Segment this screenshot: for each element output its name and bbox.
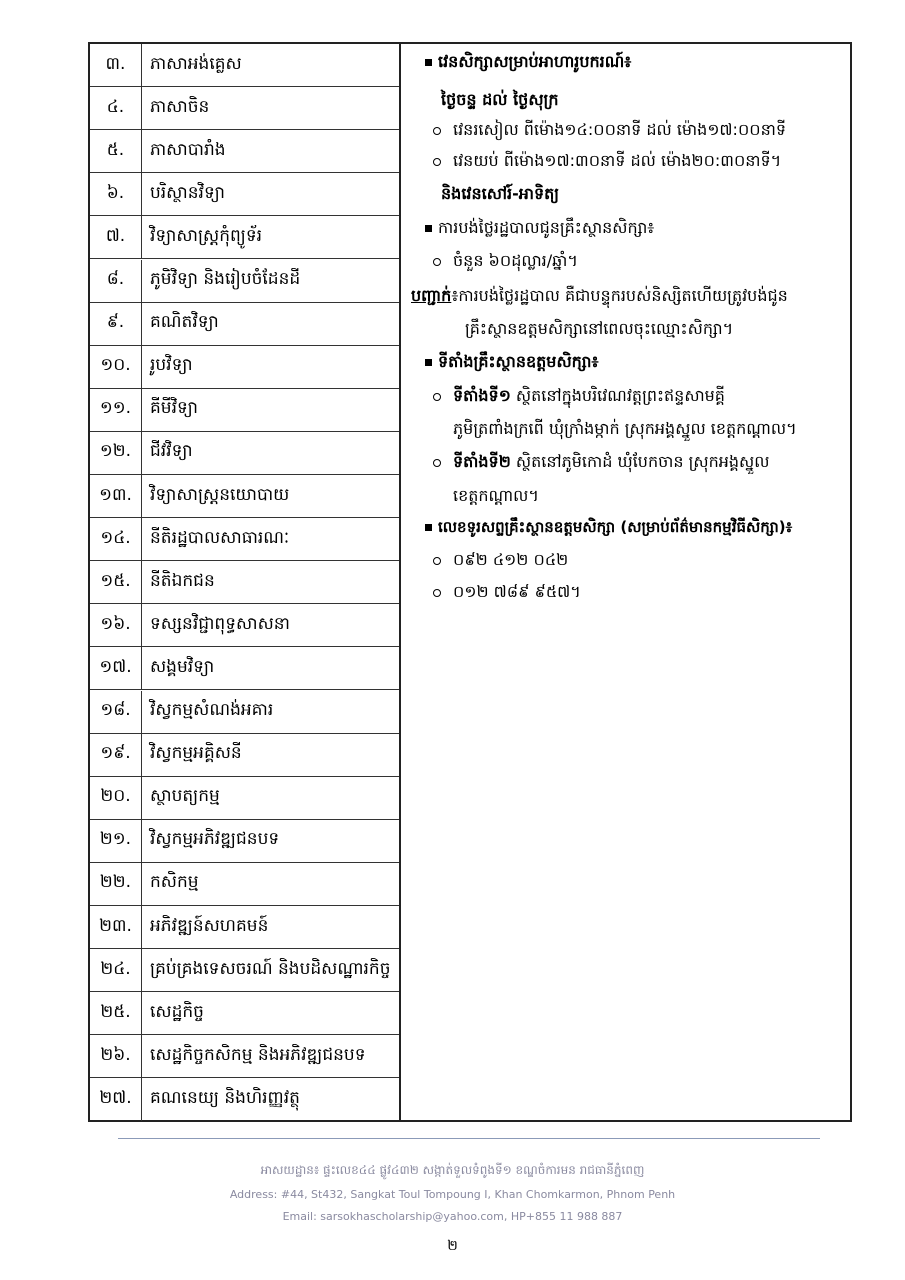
subjects-info-table [88,42,852,1122]
fee-heading: ការបង់ថ្លៃរដ្ឋបាលជូនគ្រឹះស្ថានសិក្សា៖ [438,218,655,237]
subject-name: ស្ថាបត្យកម្ម [150,786,220,807]
subject-row [90,389,399,432]
phone-2: ០១២ ៧៨៩ ៩៥៧។ [453,582,581,601]
subject-name: វិទ្យាសាស្ត្រនយោបាយ [150,484,290,505]
subject-name: ភូមិវិទ្យា និងរៀបចំដែនដី [150,269,301,290]
subject-number: ៩. [90,303,142,345]
subject-name: គីមីវិទ្យា [150,398,198,419]
subject-name: វិស្វកម្មសំណង់អគារ [150,700,274,721]
note-text-1: ៖ការបង់ថ្លៃរដ្ឋបាល គឺជាបន្ទុករបស់និស្សិតហើយត្រូវបង់ជូន [451,286,788,305]
subject-number: ២៧. [90,1078,142,1121]
subject-name: វិស្វកម្មអភិវឌ្ឍជនបទ [150,829,280,850]
location-heading: ទីតាំងគ្រឹះស្ថានឧត្តមសិក្សា៖ [438,352,599,371]
subject-name: សេដ្ឋកិច្ចកសិកម្ម និងអភិវឌ្ឍជនបទ [150,1044,366,1065]
subject-name: ជីវវិទ្យា [150,441,193,462]
phone-1-line [433,550,568,569]
subject-row [90,260,399,303]
subject-number: ៦. [90,173,142,215]
subject-name: បរិស្ថានវិទ្យា [150,182,225,203]
subject-row [90,863,399,906]
subject-row [90,518,399,561]
subject-number: ១៥. [90,561,142,603]
subject-row [90,1035,399,1078]
subject-number: ២៣. [90,906,142,948]
square-bullet-icon [425,359,432,366]
subject-name: គ្រប់គ្រងទេសចរណ៍ និងបដិសណ្ឋារកិច្ច [150,958,391,979]
afternoon-shift-line [433,120,786,139]
subject-name: អភិវឌ្ឍន៍សហគមន៍ [150,915,269,936]
circle-bullet-icon [433,557,441,565]
square-bullet-icon [425,524,432,531]
subject-name: វិស្វកម្មអគ្គិសនី [150,743,242,764]
subject-number: ៣. [90,44,142,86]
subject-row [90,303,399,346]
subject-name: គណិតវិទ្យា [150,312,219,333]
note-line-2: គ្រឹះស្ថានឧត្តមសិក្សានៅពេលចុះឈ្មោះសិក្សា។ [465,319,734,338]
fee-amount-line [433,251,578,270]
location-heading-line [425,352,598,371]
subject-row [90,992,399,1035]
location-1-label: ទីតាំងទី១ [453,386,511,405]
weekend-shift: និងវេនសៅរ៍-អាទិត្យ [441,184,560,203]
subject-name: ភាសាបារាំង [150,139,226,160]
subject-name: សេដ្ឋកិច្ច [150,1001,204,1022]
subject-row [90,647,399,690]
subject-number: ១៤. [90,518,142,560]
subject-number: ២៤. [90,949,142,991]
subject-row [90,44,399,87]
subject-number: ២១. [90,820,142,862]
subject-name: វិទ្យាសាស្ត្រកុំព្យូទ័រ [150,225,263,246]
circle-bullet-icon [433,258,441,266]
subject-row [90,475,399,518]
subject-row [90,561,399,604]
subject-number: ១០. [90,346,142,388]
fee-amount: ចំនួន ៦០ដុល្លារ/ឆ្នាំ។ [453,251,578,270]
circle-bullet-icon [433,459,441,467]
subject-row [90,1078,399,1121]
circle-bullet-icon [433,127,441,135]
subject-row [90,432,399,475]
evening-shift: វេនយប់ ពីម៉ោង១៧:៣០នាទី ដល់ ម៉ោង២០:៣០នាទី។ [453,151,782,170]
subject-number: ៧. [90,216,142,258]
location-2-address: ខេត្តកណ្ដាល។ [453,486,539,505]
subject-name: នីតិរដ្ឋបាលសាធារណៈ [150,527,290,548]
footer-email: Email: sarsokhascholarship@yahoo.com, HP+855 11 988 887 [282,1210,623,1223]
phone-1: ០៩២ ៤១២ ០៤២ [453,550,569,569]
fee-heading-line [425,218,654,237]
subject-row [90,820,399,863]
footer-address-english: Address: #44, St432, Sangkat Toul Tompoung I, Khan Chomkarmon, Phnom Penh [229,1188,676,1201]
subject-name: រូបវិទ្យា [150,355,193,376]
subject-list [90,44,401,1120]
footer-divider [118,1138,820,1139]
schedule-heading-line [425,52,631,71]
subject-name: គណនេយ្យ និងហិរញ្ញវត្ថុ [150,1088,300,1109]
location-1-line [433,386,725,405]
note-line-1 [411,286,788,305]
subject-row [90,949,399,992]
subject-row [90,734,399,777]
subject-row [90,346,399,389]
evening-shift-line [433,151,781,170]
subject-number: ២៥. [90,992,142,1034]
subject-row [90,216,399,259]
subject-number: ៤. [90,87,142,129]
subject-row [90,130,399,173]
subject-number: ១១. [90,389,142,431]
subject-name: នីតិឯកជន [150,570,215,591]
schedule-heading: វេនសិក្សាសម្រាប់អាហារូបករណ៍៖ [438,52,632,71]
weekdays: ថ្ងៃចន្ទ ដល់ ថ្ងៃសុក្រ [441,90,559,109]
phone-heading-line [425,518,792,536]
scholarship-info [403,44,850,1120]
circle-bullet-icon [433,589,441,597]
subject-number: ៨. [90,260,142,302]
page-number: ២ [447,1238,458,1254]
subject-name: ទស្សនវិជ្ជាពុទ្ធសាសនា [150,613,290,634]
location-1-text: ស្ថិតនៅក្នុងបរិវេណវត្តព្រះឥន្ទសាមគ្គី [510,386,725,405]
subject-number: ១៧. [90,647,142,689]
location-2-line [433,452,770,471]
circle-bullet-icon [433,158,441,166]
circle-bullet-icon [433,393,441,401]
subject-name: ភាសាអង់គ្លេស [150,53,242,74]
subject-number: ២២. [90,863,142,905]
location-2-label: ទីតាំងទី២ [453,452,511,471]
subject-number: ៥. [90,130,142,172]
subject-row [90,604,399,647]
afternoon-shift: វេនរសៀល ពីម៉ោង១៤:០០នាទី ដល់ ម៉ោង១៧:០០នាទី [453,120,786,139]
phone-2-line [433,582,581,601]
footer-address-khmer: អាសយដ្ឋាន៖ ផ្ទះលេខ៤៤ ផ្លូវ៤៣២ សង្កាត់ទួលទំពូងទី១ ខណ្ឌចំការមន រាជធានីភ្នំពេញ [260,1163,645,1177]
subject-name: ភាសាចិន [150,96,210,117]
subject-number: ១៩. [90,734,142,776]
subject-row [90,906,399,949]
square-bullet-icon [425,225,432,232]
subject-name: សង្គមវិទ្យា [150,656,215,677]
location-1-address: ភូមិត្រពាំងក្រពើ ឃុំក្រាំងម្កាក់ ស្រុកអង្គស្នួល ខេត្តកណ្ដាល។ [453,419,797,438]
subject-number: ១២. [90,432,142,474]
subject-number: ១៨. [90,691,142,733]
note-label: បញ្ជាក់ [411,286,452,305]
subject-name: កសិកម្ម [150,872,199,893]
subject-number: ១៣. [90,475,142,517]
phone-heading: លេខទូរសព្ទគ្រឹះស្ថានឧត្តមសិក្សា (សម្រាប់ព័ត៌មានកម្មវិធីសិក្សា)៖ [438,518,793,536]
subject-row [90,87,399,130]
subject-number: ២៦. [90,1035,142,1077]
subject-number: ១៦. [90,604,142,646]
subject-row [90,777,399,820]
subject-row [90,173,399,216]
location-2-text: ស្ថិតនៅភូមិកោដំ ឃុំបែកចាន ស្រុកអង្គស្នួល [510,452,770,471]
subject-number: ២០. [90,777,142,819]
square-bullet-icon [425,59,432,66]
subject-row [90,691,399,734]
